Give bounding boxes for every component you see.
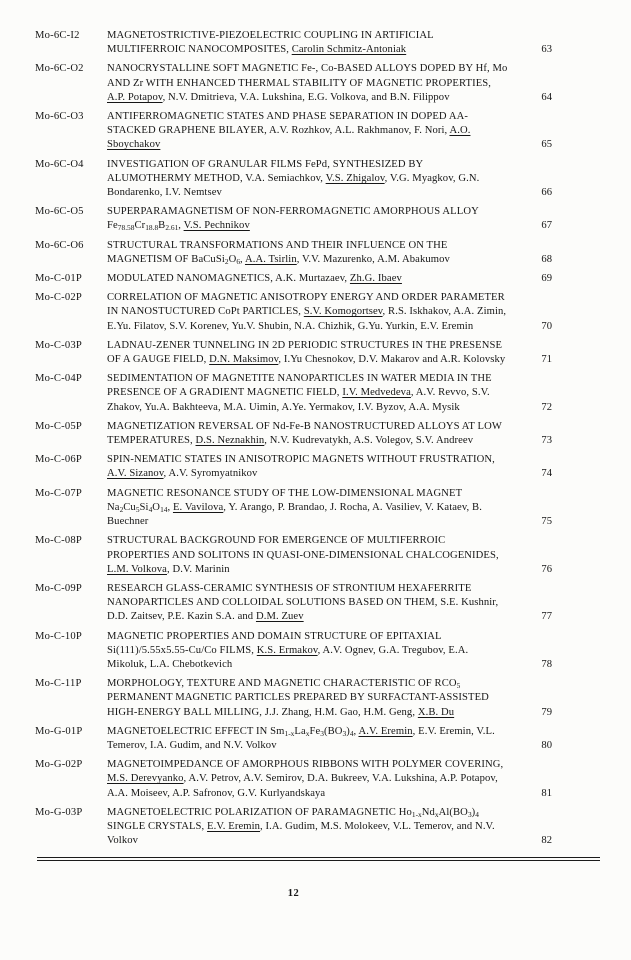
title-text: SPIN-NEMATIC STATES IN ANISOTROPIC MAGNETS WITHOUT FRUSTRATION, bbox=[107, 454, 495, 466]
title-text: (BO bbox=[323, 725, 343, 737]
entry-title bbox=[107, 110, 509, 153]
entry-code: Mo-G-02P bbox=[35, 759, 83, 771]
entry-page-number: 70 bbox=[541, 320, 552, 332]
underlined-author: D.N. Maksimov bbox=[209, 354, 279, 366]
toc-entry bbox=[35, 272, 552, 286]
entry-code: Mo-C-05P bbox=[35, 420, 82, 432]
toc-entry bbox=[35, 582, 552, 625]
entry-code: Mo-C-07P bbox=[35, 487, 82, 499]
entry-title bbox=[107, 453, 509, 481]
entry-page-number: 67 bbox=[541, 220, 552, 232]
entry-title bbox=[107, 205, 509, 233]
entry-page-number: 64 bbox=[541, 91, 552, 103]
formula-subscript: 1-x bbox=[284, 728, 295, 738]
entry-code: Mo-C-10P bbox=[35, 630, 82, 642]
entry-code: Mo-C-08P bbox=[35, 535, 82, 547]
title-text: , Y. Arango, P. Brandao, J. Rocha, A. Vasiliev, V. Kataev, B. Buechner bbox=[107, 501, 482, 528]
entry-page-number: 77 bbox=[541, 611, 552, 623]
title-text: STRUCTURAL TRANSFORMATIONS AND THEIR INFLUENCE ON THE MAGNETISM OF BaCuSi bbox=[107, 239, 448, 265]
entry-title bbox=[107, 582, 509, 625]
title-text: ANTIFERROMAGNETIC STATES AND PHASE SEPARATION IN DOPED AA-STACKED GRAPHENE BILAYER, A.V. Rozhkov, A.L. Rakhmanov, F. Nori, bbox=[107, 111, 468, 137]
title-text: , bbox=[240, 253, 245, 265]
title-text: , A.V. Syromyatnikov bbox=[163, 468, 258, 480]
title-text: , I.Yu Chesnokov, D.V. Makarov and A.R. Kolovsky bbox=[278, 354, 506, 366]
title-text: O bbox=[152, 501, 161, 513]
underlined-author: K.S. Ermakov bbox=[256, 644, 318, 656]
formula-subscript: x bbox=[434, 809, 439, 819]
toc-entry bbox=[35, 158, 552, 201]
entry-title bbox=[107, 272, 509, 286]
underlined-author: M.S. Derevyanko bbox=[107, 773, 184, 785]
entry-title bbox=[107, 29, 509, 57]
entry-code: Mo-6C-O5 bbox=[35, 206, 84, 218]
title-text: , N.V. Kudrevatykh, A.S. Volegov, S.V. Andreev bbox=[264, 435, 474, 447]
title-text: Cu bbox=[123, 501, 136, 513]
toc-entry bbox=[35, 339, 552, 367]
entry-code: Mo-6C-O6 bbox=[35, 239, 84, 251]
entry-code: Mo-C-04P bbox=[35, 373, 82, 385]
title-text: , A.V. Ognev, G.A. Tregubov, E.A. Mikoluk, L.A. Chebotkevich bbox=[107, 644, 469, 670]
entry-title bbox=[107, 677, 509, 720]
formula-subscript: 2 bbox=[224, 256, 229, 266]
toc-entry bbox=[35, 453, 552, 481]
underlined-author: A.O. Sboychakov bbox=[107, 125, 471, 151]
title-text: , R.S. Iskhakov, A.A. Zimin, E.Yu. Filatov, S.V. Korenev, Yu.V. Shubin, N.A. Chizhik, G.Yu. Yurkin, E.V. Eremin bbox=[107, 306, 507, 332]
entry-page-number: 74 bbox=[541, 468, 552, 480]
entry-title bbox=[107, 239, 509, 267]
title-text: B bbox=[158, 220, 166, 232]
toc-entry bbox=[35, 758, 552, 801]
entry-title bbox=[107, 630, 509, 673]
toc-entry bbox=[35, 630, 552, 673]
toc-entry bbox=[35, 677, 552, 720]
title-text: MAGNETOIMPEDANCE OF AMORPHOUS RIBBONS WITH POLYMER COVERING, bbox=[107, 759, 504, 771]
title-text: Nd bbox=[421, 806, 435, 818]
underlined-author: D.M. Zuev bbox=[255, 611, 304, 623]
title-text: LADNAU-ZENER TUNNELING IN 2D PERIODIC STRUCTURES IN THE PRESENSE OF A GAUGE FIELD, bbox=[107, 339, 503, 366]
title-text: MAGNETOELECTRIC POLARIZATION OF PARAMAGNETIC Ho bbox=[107, 806, 412, 818]
formula-subscript: 2 bbox=[119, 504, 124, 514]
page-number: 12 bbox=[287, 887, 300, 899]
title-text: , bbox=[178, 220, 184, 232]
title-text: , N.V. Dmitrieva, V.A. Lukshina, E.G. Volkova, and B.N. Filippov bbox=[162, 91, 450, 103]
formula-subscript: 3 bbox=[342, 728, 347, 738]
entry-code: Mo-C-06P bbox=[35, 454, 82, 466]
toc-entry bbox=[35, 725, 552, 753]
formula-subscript: 2.61 bbox=[165, 223, 179, 233]
entry-code: Mo-G-01P bbox=[35, 725, 83, 737]
entry-code: Mo-G-03P bbox=[35, 806, 83, 818]
underlined-author: L.M. Volkova bbox=[107, 563, 167, 575]
entry-code: Mo-C-01P bbox=[35, 273, 82, 285]
formula-subscript: 1-x bbox=[411, 809, 422, 819]
entry-page-number: 82 bbox=[541, 835, 552, 847]
title-text: Al(BO bbox=[438, 806, 468, 818]
entry-code: Mo-C-11P bbox=[35, 678, 82, 690]
formula-subscript: 4 bbox=[349, 728, 354, 738]
underlined-author: Carolin Schmitz-Antoniak bbox=[291, 44, 407, 56]
title-text: , A.V. Petrov, A.V. Semirov, D.A. Bukreev, V.A. Lukshina, A.P. Potapov, A.A. Moiseev, A.P. Safronov, G.V. Kurlyandskaya bbox=[107, 773, 498, 799]
title-text: ) bbox=[346, 725, 350, 737]
entry-title bbox=[107, 725, 509, 753]
title-text: , bbox=[167, 501, 173, 513]
title-text: Si bbox=[139, 501, 149, 513]
entry-page-number: 73 bbox=[541, 435, 552, 447]
entry-page-number: 75 bbox=[541, 516, 552, 528]
title-text: Cr bbox=[134, 220, 146, 232]
title-text: , V.V. Mazurenko, A.M. Abakumov bbox=[296, 253, 450, 265]
entry-title bbox=[107, 291, 509, 334]
entry-title bbox=[107, 534, 509, 577]
formula-subscript: 4 bbox=[148, 504, 153, 514]
entry-page-number: 66 bbox=[541, 187, 552, 199]
title-text: , bbox=[353, 725, 359, 737]
entry-page-number: 71 bbox=[541, 354, 552, 366]
toc-entry bbox=[35, 420, 552, 448]
title-text: MAGNETOELECTRIC EFFECT IN Sm bbox=[107, 725, 285, 737]
toc-entry bbox=[35, 372, 552, 415]
entry-title bbox=[107, 420, 509, 448]
toc-entry bbox=[35, 534, 552, 577]
title-text: RESEARCH GLASS-CERAMIC SYNTHESIS OF STRONTIUM HEXAFERRITE NANOPARTICLES AND COLLOIDAL SOLUTIONS BASED ON THEM, S.E. Kushnir, D.D. Zaitsev, P.E. Kazin S.A. and bbox=[107, 582, 499, 623]
title-text: ) bbox=[471, 806, 476, 818]
formula-subscript: 14 bbox=[160, 504, 168, 514]
entry-title bbox=[107, 806, 509, 849]
title-text: MAGNETIZATION REVERSAL OF Nd-Fe-B NANOSTRUCTURED ALLOYS AT LOW TEMPERATURES, bbox=[107, 420, 502, 447]
entry-page-number: 76 bbox=[541, 563, 552, 575]
formula-subscript: x bbox=[305, 728, 310, 738]
entry-code: Mo-C-02P bbox=[35, 292, 82, 304]
toc-entry bbox=[35, 291, 552, 334]
title-text: MORPHOLOGY, TEXTURE AND MAGNETIC CHARACTERISTIC OF RCO bbox=[107, 678, 457, 690]
underlined-author: A.V. Sizanov bbox=[107, 468, 164, 480]
underlined-author: X.B. Du bbox=[417, 706, 455, 718]
entry-title bbox=[107, 372, 509, 415]
underlined-author: V.S. Pechnikov bbox=[183, 220, 250, 232]
title-text: CORRELATION OF MAGNETIC ANISOTROPY ENERGY AND ORDER PARAMETER IN NANOSTUCTURED CoPt PARTICLES, bbox=[107, 292, 505, 318]
title-text: , V.G. Myagkov, G.N. Bondarenko, I.V. Nemtsev bbox=[107, 172, 480, 199]
entry-page-number: 78 bbox=[541, 658, 552, 670]
underlined-author: S.V. Komogortsev bbox=[303, 306, 383, 318]
title-text: NANOCRYSTALLINE SOFT MAGNETIC Fe-, Co-BASED ALLOYS DOPED BY Hf, Mo AND Zr WITH ENHANCED THERMAL STABILITY OF MAGNETIC PROPERTIES, bbox=[107, 63, 508, 89]
formula-subscript: 5 bbox=[456, 681, 461, 691]
underlined-author: I.V. Medvedeva bbox=[342, 387, 411, 399]
title-text: SEDIMENTATION OF MAGNETITE NANOPARTICLES IN WATER MEDIA IN THE PRESENCE OF A GRADIENT MAGNETIC FIELD, bbox=[107, 373, 492, 399]
title-text: O bbox=[228, 253, 237, 265]
entry-code: Mo-6C-O2 bbox=[35, 63, 84, 75]
title-text: , E.V. Eremin, V.L. Temerov, I.A. Gudim, and N.V. Volkov bbox=[107, 725, 495, 751]
entry-code: Mo-C-03P bbox=[35, 339, 82, 351]
formula-subscript: 5 bbox=[135, 504, 140, 514]
title-text: MAGNETOSTRICTIVE-PIEZOELECTRIC COUPLING IN ARTIFICIAL MULTIFERROIC NANOCOMPOSITES, bbox=[107, 30, 434, 56]
entry-title bbox=[107, 62, 509, 105]
entry-page-number: 80 bbox=[541, 739, 552, 751]
entry-title bbox=[107, 339, 509, 367]
footer-rule bbox=[37, 857, 600, 861]
entry-code: Mo-6C-O4 bbox=[35, 158, 84, 170]
entry-title bbox=[107, 487, 509, 530]
title-text: MAGNETIC PROPERTIES AND DOMAIN STRUCTURE OF EPITAXIAL Si(111)/5.55x5.55-Cu/Co FILMS, bbox=[107, 630, 442, 656]
entry-page-number: 69 bbox=[541, 273, 552, 285]
entry-title bbox=[107, 758, 509, 801]
entry-code: Mo-6C-I2 bbox=[35, 30, 80, 41]
title-text: , D.V. Marinin bbox=[166, 563, 230, 575]
underlined-author: D.S. Neznakhin bbox=[195, 435, 265, 447]
title-text: PERMANENT MAGNETIC PARTICLES PREPARED BY SURFACTANT-ASSISTED HIGH-ENERGY BALL MILLING, J.J. Zhang, H.M. Gao, H.M. Geng, bbox=[107, 692, 489, 718]
formula-subscript: 4 bbox=[475, 809, 479, 819]
toc-entry bbox=[35, 110, 552, 153]
title-text: MODULATED NANOMAGNETICS, A.K. Murtazaev, bbox=[107, 273, 350, 285]
title-text: STRUCTURAL BACKGROUND FOR EMERGENCE OF MULTIFERROIC PROPERTIES AND SOLITONS IN QUASI-ONE-DIMENSIONAL CHALCOGENIDES, bbox=[107, 535, 499, 561]
entry-page-number: 63 bbox=[541, 44, 552, 56]
underlined-author: A.A. Tsirlin bbox=[244, 253, 297, 265]
underlined-author: E. Vavilova bbox=[172, 501, 224, 513]
toc-entry bbox=[35, 205, 552, 233]
entry-code: Mo-6C-O3 bbox=[35, 111, 84, 123]
toc-entry bbox=[35, 487, 552, 530]
title-text: Fe bbox=[309, 725, 321, 737]
toc-entries bbox=[35, 29, 552, 848]
title-text: , A.V. Revvo, S.V. Zhakov, Yu.A. Bakhteeva, M.A. Uimin, A.Ye. Yermakov, I.V. Byzov, A.A. Mysik bbox=[107, 387, 490, 413]
entry-page-number: 68 bbox=[541, 253, 552, 265]
formula-subscript: 3 bbox=[320, 728, 324, 738]
formula-subscript: 6 bbox=[236, 256, 241, 266]
underlined-author: E.V. Eremin bbox=[207, 820, 261, 832]
entry-page-number: 65 bbox=[541, 139, 552, 151]
formula-subscript: 18.8 bbox=[145, 223, 159, 233]
entry-page-number: 81 bbox=[541, 787, 552, 799]
entry-page-number: 79 bbox=[541, 706, 552, 718]
underlined-author: Zh.G. Ibaev bbox=[349, 273, 402, 285]
toc-entry bbox=[35, 239, 552, 267]
toc-entry bbox=[35, 29, 552, 57]
toc-entry bbox=[35, 806, 552, 849]
title-text: , I.A. Gudim, M.S. Molokeev, V.L. Temerov, and N.V. Volkov bbox=[107, 820, 495, 847]
entry-page-number: 72 bbox=[541, 401, 552, 413]
toc-entry bbox=[35, 62, 552, 105]
underlined-author: A.V. Eremin bbox=[358, 725, 413, 737]
entry-code: Mo-C-09P bbox=[35, 582, 82, 594]
formula-subscript: 3 bbox=[467, 809, 472, 819]
formula-subscript: 78.58 bbox=[117, 223, 135, 233]
title-text: La bbox=[294, 725, 306, 737]
title-text: SINGLE CRYSTALS, bbox=[107, 820, 208, 832]
title-text: SUPERPARAMAGNETISM OF NON-FERROMAGNETIC AMORPHOUS ALLOY Fe bbox=[107, 206, 479, 232]
entry-title bbox=[107, 158, 509, 201]
title-text: MAGNETIC RESONANCE STUDY OF THE LOW-DIMENSIONAL MAGNET Na bbox=[107, 487, 462, 513]
title-text: INVESTIGATION OF GRANULAR FILMS FePd, SYNTHESIZED BY ALUMOTHERMY METHOD, V.A. Semiachkov, bbox=[107, 158, 423, 184]
underlined-author: V.S. Zhigalov bbox=[325, 172, 385, 184]
underlined-author: A.P. Potapov bbox=[107, 91, 163, 103]
